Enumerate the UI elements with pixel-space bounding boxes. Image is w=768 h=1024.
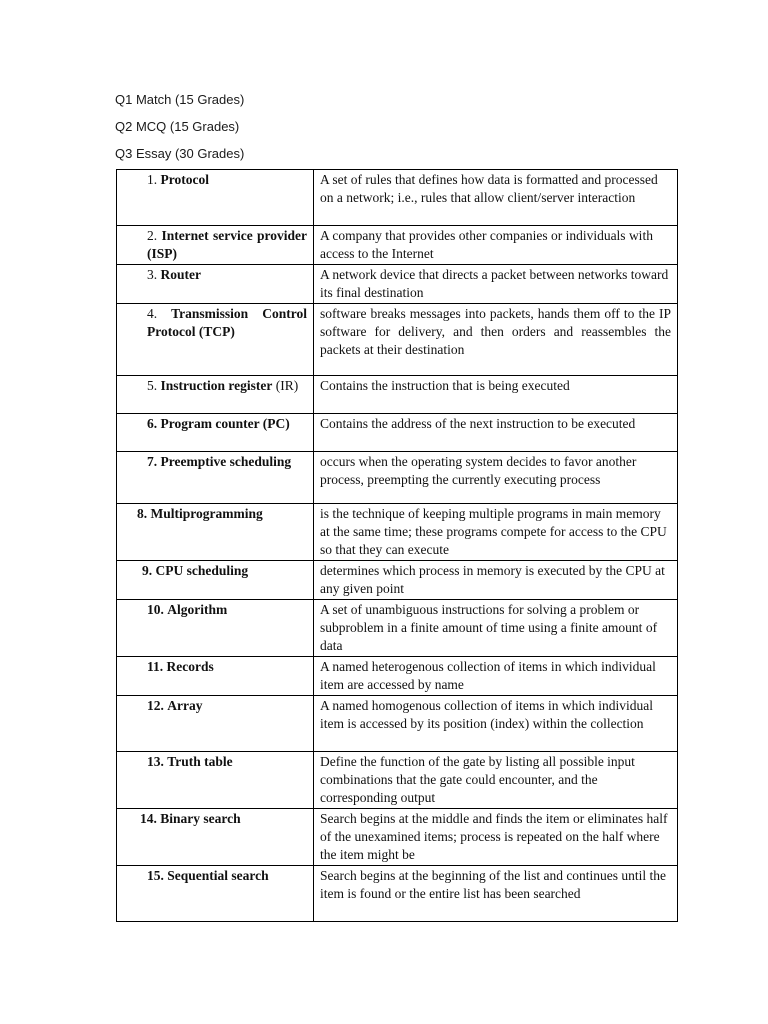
definition-cell: is the technique of keeping multiple programs in main memory at the same time; these programs compete for access to the CPU so that they can execute bbox=[314, 504, 678, 561]
term-cell bbox=[117, 304, 314, 376]
term-name: Internet service provider (ISP) bbox=[147, 228, 307, 261]
term-name: CPU scheduling bbox=[155, 563, 249, 578]
header-line-q3: Q3 Essay (30 Grades) bbox=[115, 146, 245, 161]
definition-cell: A set of rules that defines how data is formatted and processed on a network; i.e., rules that allow client/server interaction bbox=[314, 170, 678, 226]
definition-cell: determines which process in memory is executed by the CPU at any given point bbox=[314, 561, 678, 600]
term-name: Multiprogramming bbox=[150, 506, 263, 521]
term-cell bbox=[117, 657, 314, 696]
term-cell bbox=[117, 170, 314, 226]
term-number: 15. bbox=[147, 868, 164, 883]
term-number: 9. bbox=[142, 563, 153, 578]
term-number: 12. bbox=[147, 698, 164, 713]
definition-cell: A named homogenous collection of items in which individual item is accessed by its position (index) within the collection bbox=[314, 696, 678, 752]
table-row bbox=[117, 809, 678, 866]
term-cell bbox=[117, 226, 314, 265]
term-name: Instruction register bbox=[160, 378, 273, 393]
term-cell bbox=[117, 376, 314, 414]
table-row bbox=[117, 170, 678, 226]
term-cell bbox=[117, 561, 314, 600]
term-cell bbox=[117, 265, 314, 304]
definition-cell: Contains the address of the next instruction to be executed bbox=[314, 414, 678, 452]
definition-cell: A network device that directs a packet between networks toward its final destination bbox=[314, 265, 678, 304]
term-number: 2. bbox=[147, 228, 158, 243]
term-name: Binary search bbox=[160, 811, 241, 826]
table-row bbox=[117, 452, 678, 504]
term-number: 11. bbox=[147, 659, 164, 674]
definition-cell: Search begins at the middle and finds the item or eliminates half of the unexamined items; process is repeated on the half where the item might be bbox=[314, 809, 678, 866]
term-name: Transmission Control Protocol (TCP) bbox=[147, 306, 307, 339]
term-cell bbox=[117, 696, 314, 752]
definition-cell: occurs when the operating system decides to favor another process, preempting the currently executing process bbox=[314, 452, 678, 504]
term-name: Protocol bbox=[160, 172, 209, 187]
term-cell bbox=[117, 866, 314, 922]
table-row bbox=[117, 657, 678, 696]
term-number: 4. bbox=[147, 306, 158, 321]
definition-cell: software breaks messages into packets, hands them off to the IP software for delivery, and then orders and reassembles the packets at their destination bbox=[314, 304, 678, 376]
term-number: 10. bbox=[147, 602, 164, 617]
term-cell bbox=[117, 504, 314, 561]
term-name: Program counter (PC) bbox=[160, 416, 290, 431]
table-row bbox=[117, 696, 678, 752]
term-number: 8. bbox=[137, 506, 148, 521]
term-cell bbox=[117, 752, 314, 809]
term-name: Router bbox=[160, 267, 201, 282]
definition-cell: Define the function of the gate by listing all possible input combinations that the gate could encounter, and the corresponding output bbox=[314, 752, 678, 809]
definition-cell: Search begins at the beginning of the list and continues until the item is found or the entire list has been searched bbox=[314, 866, 678, 922]
term-cell bbox=[117, 600, 314, 657]
term-cell bbox=[117, 414, 314, 452]
term-number: 1. bbox=[147, 172, 158, 187]
term-number: 14. bbox=[140, 811, 157, 826]
term-name: Preemptive scheduling bbox=[160, 454, 292, 469]
definition-cell: Contains the instruction that is being executed bbox=[314, 376, 678, 414]
table-row bbox=[117, 376, 678, 414]
table-row bbox=[117, 504, 678, 561]
table-row bbox=[117, 561, 678, 600]
table-row bbox=[117, 226, 678, 265]
terms-table bbox=[116, 169, 678, 922]
table-row bbox=[117, 752, 678, 809]
definition-cell: A named heterogenous collection of items in which individual item are accessed by name bbox=[314, 657, 678, 696]
definition-cell: A set of unambiguous instructions for solving a problem or subproblem in a finite amount of time using a finite amount of data bbox=[314, 600, 678, 657]
term-name: Records bbox=[166, 659, 214, 674]
term-name: Array bbox=[167, 698, 203, 713]
term-cell bbox=[117, 452, 314, 504]
term-name: Algorithm bbox=[167, 602, 228, 617]
table-row bbox=[117, 866, 678, 922]
term-number: 7. bbox=[147, 454, 158, 469]
table-row bbox=[117, 414, 678, 452]
table-row bbox=[117, 600, 678, 657]
definition-cell: A company that provides other companies or individuals with access to the Internet bbox=[314, 226, 678, 265]
term-number: 5. bbox=[147, 378, 158, 393]
header-line-q2: Q2 MCQ (15 Grades) bbox=[115, 119, 240, 134]
term-number: 13. bbox=[147, 754, 164, 769]
term-cell bbox=[117, 809, 314, 866]
grading-header bbox=[115, 86, 244, 167]
header-line-q1: Q1 Match (15 Grades) bbox=[115, 92, 245, 107]
term-name: Sequential search bbox=[167, 868, 269, 883]
term-abbreviation: (IR) bbox=[275, 378, 299, 393]
term-name: Truth table bbox=[167, 754, 233, 769]
table-row bbox=[117, 265, 678, 304]
table-row bbox=[117, 304, 678, 376]
term-number: 6. bbox=[147, 416, 158, 431]
term-number: 3. bbox=[147, 267, 158, 282]
